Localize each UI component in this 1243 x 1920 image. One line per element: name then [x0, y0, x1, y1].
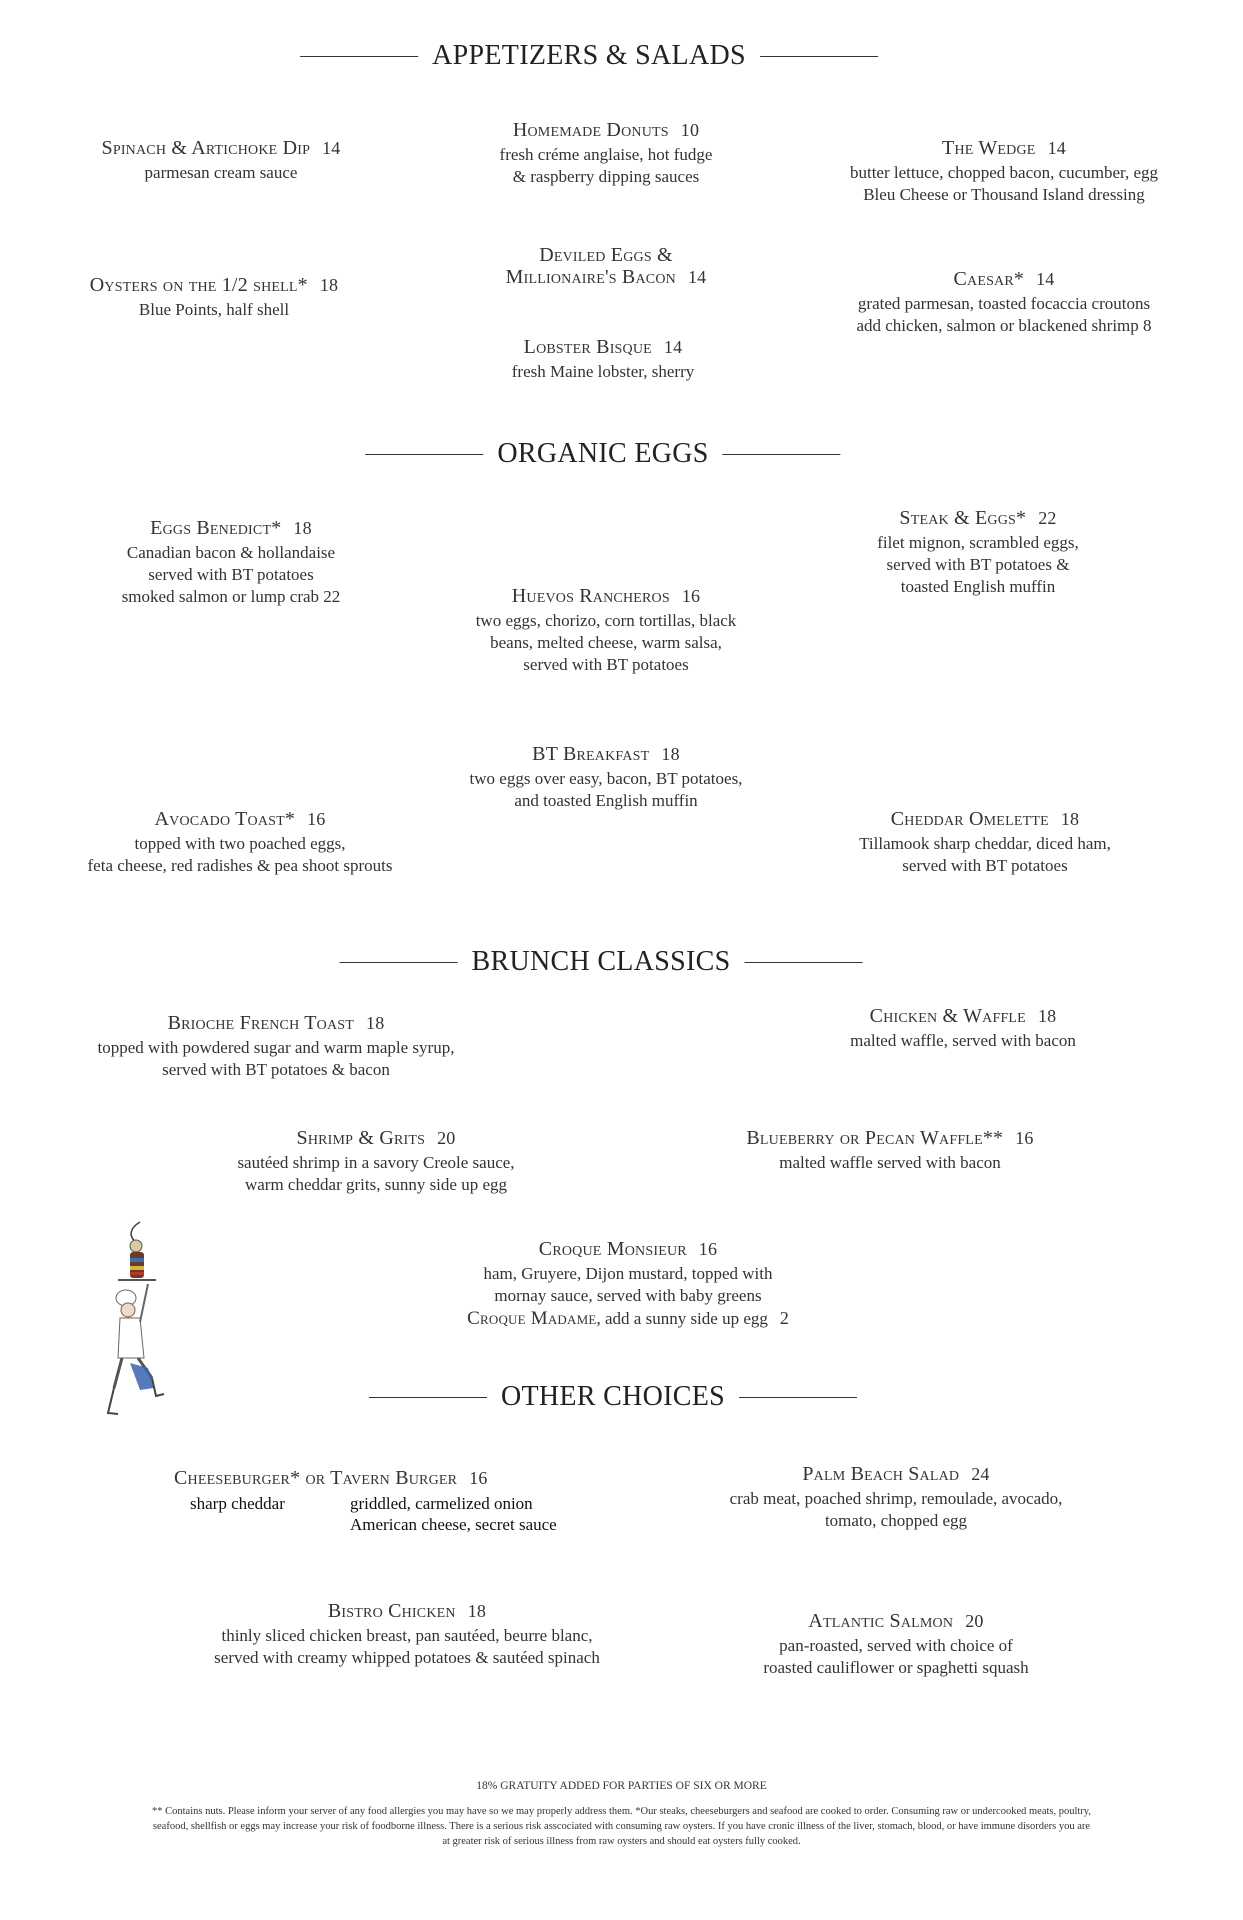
section-title: BRUNCH CLASSICS: [471, 946, 731, 977]
item-price: 18: [319, 275, 339, 295]
divider-line: [369, 1397, 487, 1398]
menu-item-oysters-on-the-1-2-shell: [90, 274, 339, 321]
item-title: [877, 507, 1079, 529]
item-name: Spinach & Artichoke Dip: [101, 137, 311, 159]
item-description: butter lettuce, chopped bacon, cucumber, egg: [849, 163, 1159, 182]
item-title: [850, 137, 1158, 159]
addon-price: 2: [779, 1308, 789, 1328]
menu-item-bt-breakfast: [470, 743, 743, 812]
item-name: Caesar*: [953, 268, 1025, 290]
section-header-organic-eggs: [365, 438, 840, 470]
item-name: Atlantic Salmon: [808, 1610, 954, 1632]
item-name: Cheeseburger* or Tavern Burger: [174, 1467, 458, 1489]
item-title: [122, 517, 341, 539]
item-title: [102, 137, 341, 159]
item-price: 18: [467, 1601, 487, 1621]
item-price: 14: [1036, 269, 1055, 289]
option-tavern-burger: [350, 1493, 557, 1535]
item-description: parmesan cream sauce: [144, 163, 298, 182]
item-options: [174, 1493, 557, 1535]
item-title: [98, 1012, 455, 1034]
item-title: [746, 1127, 1033, 1149]
item-description: Canadian bacon & hollandaise: [126, 543, 336, 562]
item-title: [512, 336, 694, 358]
menu-item-huevos-rancheros: [476, 585, 737, 676]
item-description: thinly sliced chicken breast, pan sautéed, beurre blanc,: [221, 1626, 593, 1645]
item-description: roasted cauliflower or spaghetti squash: [763, 1658, 1029, 1677]
item-price: 22: [1038, 508, 1057, 528]
addon-text: , add a sunny side up egg: [596, 1309, 768, 1328]
item-description: grated parmesan, toasted focaccia croutons: [857, 294, 1151, 313]
option-line: sharp cheddar: [190, 1494, 285, 1513]
section-title: OTHER CHOICES: [500, 1381, 726, 1412]
item-price: 14: [1047, 138, 1066, 158]
item-price: 18: [293, 518, 312, 538]
item-description: Blue Points, half shell: [138, 300, 290, 319]
divider-line: [739, 1397, 857, 1398]
item-description: tomato, chopped egg: [824, 1511, 968, 1530]
item-price: 14: [687, 267, 707, 287]
item-price: 10: [680, 120, 700, 140]
item-price: 20: [965, 1611, 984, 1631]
item-description: served with BT potatoes: [148, 565, 314, 584]
item-name: The Wedge: [942, 137, 1036, 159]
item-name: Cheddar Omelette: [890, 808, 1049, 830]
menu-item-the-wedge: [850, 137, 1158, 206]
item-title: [467, 1238, 789, 1260]
menu-item-lobster-bisque: [512, 336, 694, 383]
item-description: served with BT potatoes: [902, 856, 1068, 875]
item-title: [88, 808, 393, 830]
menu-item-eggs-benedict: [122, 517, 341, 608]
gratuity-note: 18% GRATUITY ADDED FOR PARTIES OF SIX OR MORE: [476, 1780, 767, 1792]
item-description: served with BT potatoes: [523, 655, 689, 674]
item-description: served with creamy whipped potatoes & sautéed spinach: [214, 1648, 600, 1667]
menu-item-atlantic-salmon: [763, 1610, 1028, 1679]
item-price: 16: [1015, 1128, 1034, 1148]
option-line: griddled, carmelized onion: [350, 1494, 533, 1513]
item-description: Tillamook sharp cheddar, diced ham,: [859, 834, 1111, 853]
item-description: malted waffle, served with bacon: [850, 1031, 1076, 1050]
item-name: Shrimp & Grits: [296, 1127, 426, 1149]
menu-item-blueberry-or-pecan-waffle: [746, 1127, 1033, 1174]
item-price: 18: [1037, 1006, 1057, 1026]
menu-item-croque-monsieur: [467, 1238, 789, 1330]
item-title: [859, 808, 1111, 830]
item-name: Bistro Chicken: [327, 1600, 456, 1622]
option-cheeseburger: [174, 1493, 350, 1535]
item-name: Homemade Donuts: [512, 119, 669, 141]
item-name: Avocado Toast*: [154, 808, 296, 830]
item-name: Eggs Benedict*: [150, 517, 282, 539]
menu-item-palm-beach-salad: [730, 1463, 1063, 1532]
item-name: Croque Monsieur: [538, 1238, 687, 1260]
item-description: add chicken, salmon or blackened shrimp 8: [856, 316, 1152, 335]
section-header-other-choices: [369, 1381, 857, 1413]
item-price: 14: [322, 138, 341, 158]
divider-line: [760, 56, 878, 57]
item-description: feta cheese, red radishes & pea shoot sprouts: [87, 856, 393, 875]
item-addon-croque-madame: [467, 1307, 789, 1330]
section-title: ORGANIC EGGS: [497, 438, 709, 469]
item-description: ham, Gruyere, Dijon mustard, topped with: [483, 1264, 773, 1283]
chef-illustration: [100, 1218, 180, 1428]
item-description: sautéed shrimp in a savory Creole sauce,: [237, 1153, 515, 1172]
item-name: Brioche French Toast: [167, 1012, 355, 1034]
menu-item-homemade-donuts: [500, 119, 713, 188]
menu-item-spinach-artichoke-dip: [102, 137, 341, 184]
item-title: [856, 268, 1151, 290]
item-price: 16: [681, 586, 701, 606]
divider-line: [300, 56, 418, 57]
menu-item-cheeseburger-or-tavern-burger: [174, 1467, 557, 1535]
item-description: malted waffle served with bacon: [779, 1153, 1001, 1172]
divider-line: [744, 962, 862, 963]
menu-item-cheddar-omelette: [859, 808, 1111, 877]
item-title: [237, 1127, 514, 1149]
item-title: [506, 244, 707, 288]
item-name: Blueberry or Pecan Waffle**: [746, 1127, 1004, 1149]
item-description: and toasted English muffin: [514, 791, 698, 810]
item-title: [730, 1463, 1063, 1485]
item-title: [850, 1005, 1076, 1027]
item-name: Palm Beach Salad: [802, 1463, 960, 1485]
item-name: Oysters on the 1/2 shell*: [89, 274, 308, 296]
divider-line: [723, 454, 841, 455]
section-title: APPETIZERS & SALADS: [432, 40, 746, 71]
item-description: topped with powdered sugar and warm maple syrup,: [97, 1038, 455, 1057]
divider-line: [365, 454, 483, 455]
item-price: 18: [661, 744, 680, 764]
divider-line: [340, 962, 458, 963]
menu-item-steak-eggs: [877, 507, 1079, 598]
menu-item-deviled-eggs-millionaire-s-bacon: [506, 244, 707, 291]
allergy-disclaimer: ** Contains nuts. Please inform your server of any food allergies you may have so we may properly address them. *Our steaks, cheeseburgers and seafood are cooked to order. Consuming raw or undercooked meats, poultry, seafood, shellfish or eggs may increase your risk of foodborne illness. There is a serious risk asscociated with consuming raw oysters. If you have cronic illness of the liver, stomach, blood, or have immune disorders you are at greater risk of serious illness from raw oysters and should eat oysters fully cooked.: [151, 1806, 1092, 1847]
section-header-appetizers-salads: [300, 40, 878, 72]
menu-item-avocado-toast: [88, 808, 393, 877]
item-name: Steak & Eggs*: [899, 507, 1027, 529]
item-description: fresh Maine lobster, sherry: [511, 362, 695, 381]
item-title: [500, 119, 713, 141]
item-price: 20: [437, 1128, 456, 1148]
item-description: warm cheddar grits, sunny side up egg: [244, 1175, 508, 1194]
item-name-line: [506, 266, 707, 288]
item-title: [174, 1467, 557, 1489]
section-header-brunch-classics: [340, 946, 863, 978]
item-description: mornay sauce, served with baby greens: [494, 1286, 762, 1305]
item-name: Huevos Rancheros: [511, 585, 670, 607]
item-name-line: Deviled Eggs &: [539, 244, 673, 266]
item-description: fresh créme anglaise, hot fudge: [499, 145, 713, 164]
menu-item-caesar: [856, 268, 1151, 337]
item-price: 16: [698, 1239, 718, 1259]
item-price: 18: [366, 1013, 385, 1033]
item-description: & raspberry dipping sauces: [512, 167, 700, 186]
item-description: Bleu Cheese or Thousand Island dressing: [863, 185, 1145, 204]
menu-item-shrimp-grits: [237, 1127, 514, 1196]
item-description: beans, melted cheese, warm salsa,: [490, 633, 722, 652]
item-price: 16: [307, 809, 326, 829]
item-description: two eggs over easy, bacon, BT potatoes,: [469, 769, 743, 788]
item-price: 24: [971, 1464, 990, 1484]
item-title: [476, 585, 737, 607]
item-description: filet mignon, scrambled eggs,: [877, 533, 1079, 552]
item-name-line-text: Millionaire's Bacon: [505, 266, 676, 288]
item-description: toasted English muffin: [900, 577, 1056, 596]
option-line: American cheese, secret sauce: [350, 1515, 557, 1534]
item-description: pan-roasted, served with choice of: [779, 1636, 1013, 1655]
item-title: [763, 1610, 1028, 1632]
item-description: smoked salmon or lump crab 22: [121, 587, 341, 606]
item-name: Lobster Bisque: [523, 336, 652, 358]
item-description: served with BT potatoes & bacon: [162, 1060, 390, 1079]
item-price: 16: [469, 1468, 488, 1488]
item-price: 18: [1060, 809, 1080, 829]
item-description: crab meat, poached shrimp, remoulade, avocado,: [729, 1489, 1063, 1508]
menu-item-bistro-chicken: [214, 1600, 600, 1669]
item-description: served with BT potatoes &: [886, 555, 1070, 574]
item-description: topped with two poached eggs,: [134, 834, 346, 853]
item-price: 14: [663, 337, 683, 357]
item-name: BT Breakfast: [532, 743, 650, 765]
item-title: [214, 1600, 600, 1622]
menu-item-chicken-waffle: [850, 1005, 1076, 1052]
item-title: [90, 274, 339, 296]
menu-item-brioche-french-toast: [98, 1012, 455, 1081]
item-description: two eggs, chorizo, corn tortillas, black: [475, 611, 737, 630]
item-title: [470, 743, 743, 765]
item-name: Chicken & Waffle: [869, 1005, 1026, 1027]
addon-name: Croque Madame: [467, 1308, 597, 1329]
